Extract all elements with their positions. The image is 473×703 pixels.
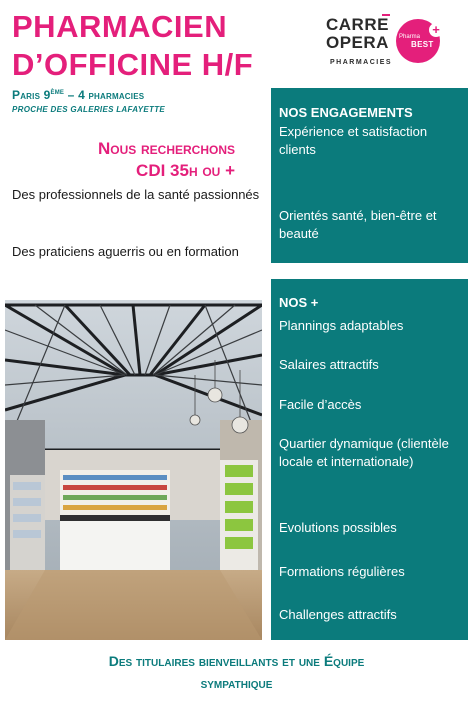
advantages-heading: NOS +	[279, 295, 319, 310]
footer-tagline	[0, 650, 473, 694]
title-line-2: D’OFFICINE H/F	[12, 47, 254, 82]
location-sup: ème	[50, 87, 65, 96]
location-line	[12, 87, 144, 102]
logo-word-opera: OPERA	[326, 33, 389, 52]
advantage-item: Quartier dynamique (clientèle locale et internationale)	[279, 436, 449, 469]
offer-line-1: Nous recherchons	[97, 139, 235, 158]
location-subtitle: PROCHE DES GALERIES LAFAYETTE	[12, 105, 166, 114]
logo-word-carre: CARRE	[326, 15, 389, 34]
plus-icon: +	[429, 23, 443, 37]
pharmabest-badge	[396, 19, 440, 63]
pharmacy-photo-illustration	[5, 300, 262, 640]
advantage-item: Plannings adaptables	[279, 318, 404, 333]
advantage-item: Formations régulières	[279, 564, 405, 579]
advantage-item: Challenges attractifs	[279, 607, 397, 622]
pharmacy-interior-photo	[5, 300, 262, 640]
engagements-heading: NOS ENGAGEMENTS	[279, 105, 413, 120]
page-title	[12, 8, 312, 84]
advantage-item: Salaires attractifs	[279, 357, 379, 372]
profile-item: Des praticiens aguerris ou en formation	[12, 244, 239, 259]
advantages-panel	[271, 279, 468, 640]
advantage-item: Evolutions possibles	[279, 520, 397, 535]
carre-opera-logo	[326, 14, 456, 70]
profile-item: Des professionnels de la santé passionnés	[12, 187, 260, 202]
advantage-item: Facile d’accès	[279, 397, 362, 412]
location-rest: – 4 pharmacies	[64, 88, 145, 102]
title-line-1: PHARMACIEN	[12, 9, 228, 44]
engagement-item: Orientés santé, bien-être et beauté	[279, 208, 437, 241]
engagements-panel	[271, 88, 468, 263]
location-main: Paris 9	[12, 88, 51, 102]
badge-big-text: BEST	[411, 40, 434, 49]
footer-line-1: Des titulaires bienveillants et une Équipe	[108, 653, 365, 669]
engagement-item: Expérience et satisfaction clients	[279, 124, 428, 157]
footer-line-2: sympathique	[200, 675, 273, 691]
logo-pharmacies-label: PHARMACIES	[330, 59, 393, 66]
badge-small-text: Pharma	[399, 34, 421, 40]
offer-line-2: CDI 35h ou +	[136, 161, 235, 180]
offer-block	[20, 138, 235, 182]
